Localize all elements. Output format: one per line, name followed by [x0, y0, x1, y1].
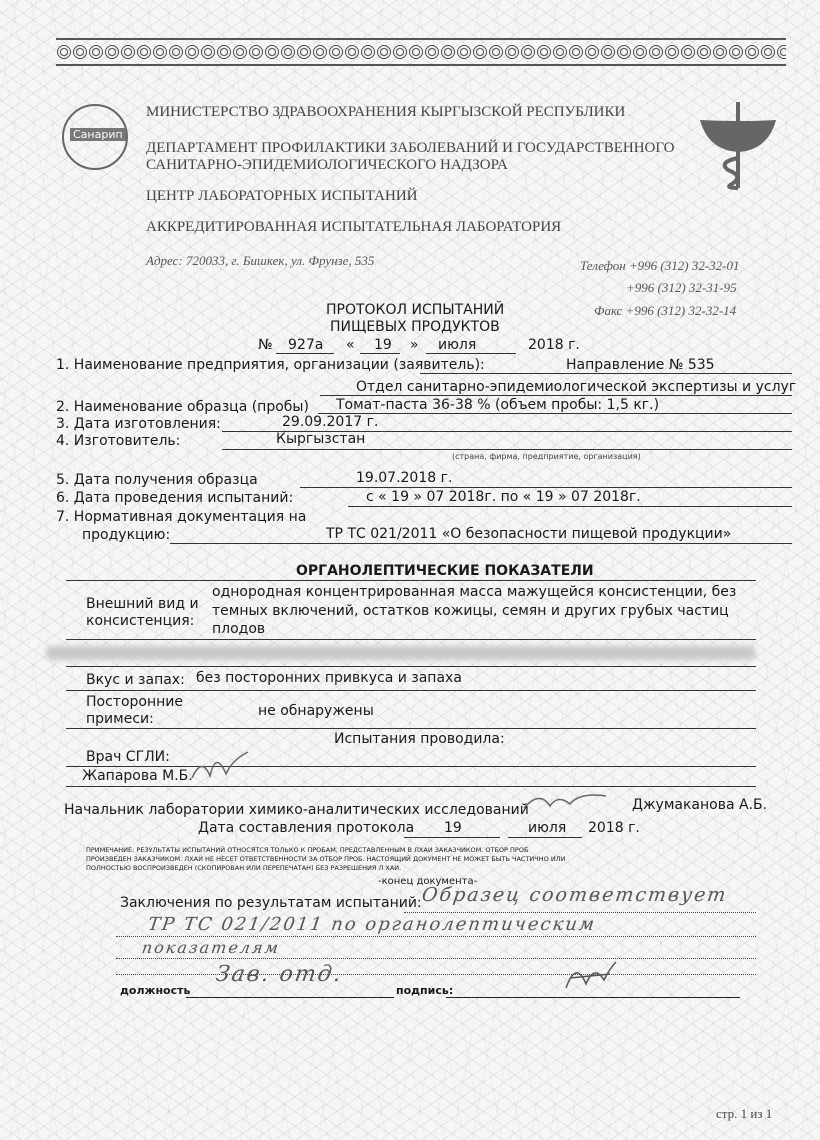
lab-name: АККРЕДИТИРОВАННАЯ ИСПЫТАТЕЛЬНАЯ ЛАБОРАТОРИЯ — [146, 219, 562, 235]
field-applicant-value2: Отдел санитарно-эпидемиологической экспертизы и услуг — [356, 379, 797, 395]
conclusion-handwriting-1: Образец соответствует — [420, 884, 729, 906]
field-sample-value: Томат-паста 36-38 % (объем пробы: 1,5 кг.) — [336, 397, 660, 413]
note-line-3: ПОЛНОСТЬЮ ВОСПРОИЗВЕДЕН (СКОПИРОВАН ИЛИ ПЕРЕПЕЧАТАН) БЕЗ РАЗРЕШЕНИЯ Л ХАИ. — [86, 864, 402, 872]
phone-1: Телефон +996 (312) 32-32-01 — [580, 258, 740, 273]
field-sample-label: 2. Наименование образца (пробы) — [56, 399, 309, 415]
field-normative-label-2: продукцию: — [82, 527, 171, 543]
field-manufacture-date-label: 3. Дата изготовления: — [56, 416, 221, 432]
protocol-month: июля — [438, 337, 477, 353]
tested-by-label: Испытания проводила: — [334, 731, 505, 747]
field-test-date-value: с « 19 » 07 2018г. по « 19 » 07 2018г. — [366, 489, 641, 505]
field-test-date-label: 6. Дата проведения испытаний: — [56, 490, 294, 506]
chief-signature — [520, 786, 610, 816]
signature-label: подпись: — [396, 984, 454, 997]
department-line2: САНИТАРНО-ЭПИДЕМИОЛОГИЧЕСКОГО НАДЗОРА — [146, 157, 508, 173]
redacted-row — [46, 646, 756, 660]
field-manufacture-date-value: 29.09.2017 г. — [282, 414, 379, 430]
ornament-band — [56, 38, 786, 66]
compile-date-label: Дата составления протокола — [198, 820, 415, 836]
protocol-year: 2018 г. — [528, 337, 580, 353]
field-applicant-value: Направление № 535 — [566, 357, 715, 373]
ministry-name: МИНИСТЕРСТВО ЗДРАВООХРАНЕНИЯ КЫРГЫЗСКОЙ РЕСПУБЛИКИ — [146, 104, 626, 120]
conclusion-handwriting-2: ТР ТС 021/2011 по органолептическим — [146, 914, 598, 935]
protocol-no-label: № — [258, 337, 273, 353]
impurity-label-2: примеси: — [86, 711, 154, 727]
protocol-title-2: ПИЩЕВЫХ ПРОДУКТОВ — [330, 319, 500, 335]
appearance-label-1: Внешний вид и — [86, 596, 199, 612]
organoleptic-heading: ОРГАНОЛЕПТИЧЕСКИЕ ПОКАЗАТЕЛИ — [296, 563, 594, 579]
compile-date-year: 2018 г. — [588, 820, 640, 836]
lab-logo-text: Санарип — [70, 128, 126, 141]
appearance-value-3: плодов — [212, 621, 266, 637]
protocol-quote-open: « — [346, 337, 355, 353]
center-name: ЦЕНТР ЛАБОРАТОРНЫХ ИСПЫТАНИЙ — [146, 188, 418, 204]
note-line-2: ПРОИЗВЕДЕН ЗАКАЗЧИКОМ. ЛХАИ НЕ НЕСЕТ ОТВЕТСТВЕННОСТИ ЗА ОТБОР ПРОБ. НАСТОЯЩИЙ ДОКУМЕНТ НЕ МОЖЕТ БЫТЬ ЧАСТИЧНО ИЛИ — [86, 855, 566, 863]
protocol-title-1: ПРОТОКОЛ ИСПЫТАНИЙ — [326, 302, 505, 318]
taste-value: без посторонних привкуса и запаха — [196, 670, 462, 686]
appearance-value-1: однородная концентрированная масса мажущейся консистенции, без — [212, 584, 737, 600]
field-applicant-label: 1. Наименование предприятия, организации (заявитель): — [56, 357, 485, 373]
conclusion-handwriting-3: показателям — [140, 938, 282, 957]
department-line1: ДЕПАРТАМЕНТ ПРОФИЛАКТИКИ ЗАБОЛЕВАНИЙ И ГОСУДАРСТВЕННОГО — [146, 140, 675, 156]
conclusion-signature — [560, 954, 620, 994]
note-line-1: ПРИМЕЧАНИЕ: РЕЗУЛЬТАТЫ ИСПЫТАНИЙ ОТНОСЯТСЯ ТОЛЬКО К ПРОБАМ, ПРЕДСТАВЛЕННЫМ В ЛХАИ ЗАКАЗЧИКОМ. ОТБОР ПРОБ — [86, 846, 529, 854]
field-manufacturer-value: Кыргызстан — [276, 431, 366, 447]
page-number: стр. 1 из 1 — [716, 1106, 773, 1121]
conclusion-label: Заключения по результатам испытаний: — [120, 895, 422, 911]
field-normative-label-1: 7. Нормативная документация на — [56, 509, 307, 525]
compile-date-month: июля — [528, 820, 567, 836]
chief-label: Начальник лаборатории химико-аналитических исследований — [64, 802, 529, 818]
protocol-day: 19 — [374, 337, 392, 353]
phone-2: +996 (312) 32-31-95 — [626, 280, 737, 295]
protocol-number: 927а — [288, 337, 324, 353]
doctor-name: Жапарова М.Б. — [82, 768, 193, 784]
doctor-label: Врач СГЛИ: — [86, 749, 170, 765]
field-normative-value: ТР ТС 021/2011 «О безопасности пищевой продукции» — [326, 526, 732, 542]
position-label: должность — [120, 984, 191, 997]
fax: Факс +996 (312) 32-32-14 — [594, 303, 737, 318]
doctor-signature — [188, 746, 258, 786]
taste-label: Вкус и запах: — [86, 672, 185, 688]
appearance-label-2: консистенция: — [86, 613, 195, 629]
compile-date-day: 19 — [444, 820, 462, 836]
field-manufacturer-label: 4. Изготовитель: — [56, 433, 181, 449]
chief-name: Джумаканова А.Б. — [632, 797, 768, 813]
field-manufacturer-hint: (страна, фирма, предприятие, организация) — [452, 452, 641, 461]
document-end: -конец документа- — [378, 876, 478, 887]
appearance-value-2: темных включений, остатков кожицы, семян и других грубых частиц — [212, 603, 729, 619]
position-handwriting: Зав. отд. — [214, 962, 345, 987]
bowl-of-hygieia-icon — [698, 100, 778, 190]
field-receipt-date-label: 5. Дата получения образца — [56, 472, 258, 488]
impurity-label-1: Посторонние — [86, 694, 183, 710]
protocol-quote-close: » — [410, 337, 419, 353]
address: Адрес: 720033, г. Бишкек, ул. Фрунзе, 535 — [146, 253, 375, 268]
field-receipt-date-value: 19.07.2018 г. — [356, 470, 453, 486]
impurity-value: не обнаружены — [258, 703, 374, 719]
